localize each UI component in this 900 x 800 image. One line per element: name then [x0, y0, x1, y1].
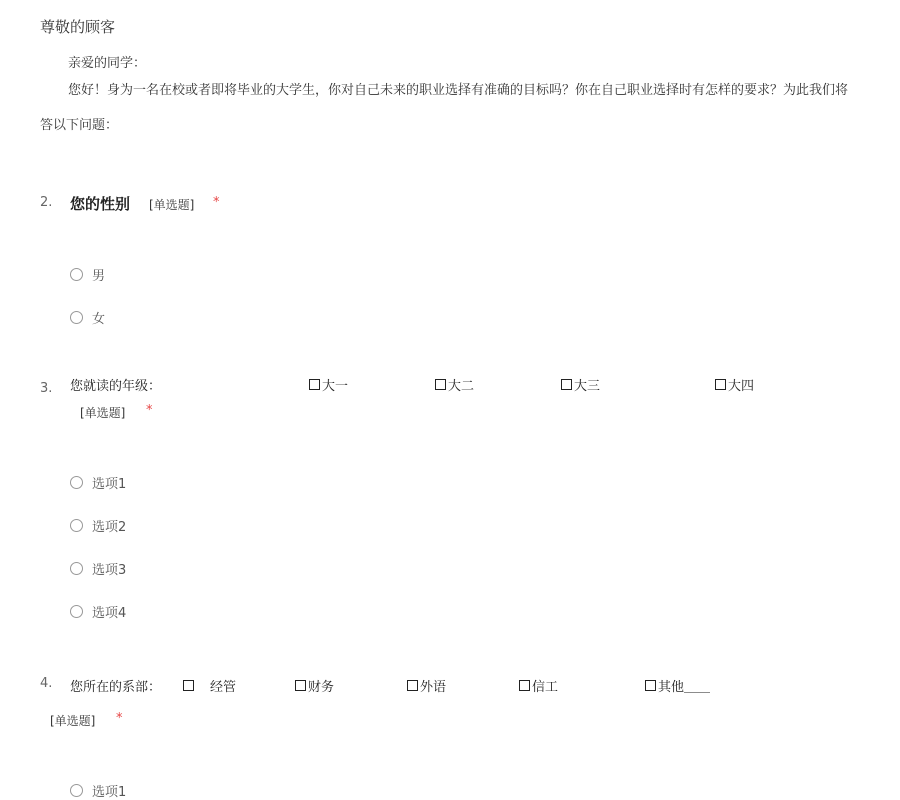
radio-button[interactable] — [70, 268, 83, 281]
inline-choice-label: 外语 — [420, 680, 447, 695]
inline-choice — [309, 375, 348, 394]
question-number: 3. — [40, 381, 53, 396]
checkbox-glyph — [715, 379, 726, 390]
question-type-label: [单选题] — [50, 714, 96, 728]
inline-choice — [645, 676, 710, 695]
question-type-label: [单选题] — [149, 198, 195, 212]
option-label: 女 — [92, 312, 106, 327]
inline-choice — [407, 676, 446, 695]
radio-option[interactable] — [70, 781, 126, 800]
inline-choice-label: 大一 — [322, 379, 349, 394]
inline-choice-label: 大三 — [574, 379, 601, 394]
checkbox-glyph — [407, 680, 418, 691]
inline-choice-label: 大二 — [448, 379, 475, 394]
required-marker: * — [146, 403, 153, 418]
inline-choice-label: 财务 — [308, 680, 335, 695]
radio-button[interactable] — [70, 605, 83, 618]
option-label: 男 — [92, 269, 106, 284]
required-marker: * — [116, 711, 123, 726]
required-marker: * — [213, 195, 220, 210]
radio-button[interactable] — [70, 311, 83, 324]
radio-button[interactable] — [70, 784, 83, 797]
question-title: 您就读的年级： — [70, 379, 162, 394]
radio-option[interactable] — [70, 473, 126, 492]
intro-salutation: 亲爱的同学： — [68, 56, 147, 71]
checkbox-glyph — [519, 680, 530, 691]
radio-option[interactable] — [70, 308, 105, 327]
inline-choice — [295, 676, 334, 695]
inline-choice-label: 大四 — [728, 379, 755, 394]
option-label: 选项1 — [92, 785, 127, 800]
page-greeting: 尊敬的顾客 — [40, 18, 116, 36]
intro-body: 您好！身为一名在校或者即将毕业的大学生，你对自己未来的职业选择有准确的目标吗？你在自己职业选择时有怎样的要求？为此我们将 — [68, 83, 849, 98]
radio-option[interactable] — [70, 559, 126, 578]
inline-choice-label: 经管 — [210, 680, 237, 695]
inline-choice — [435, 375, 474, 394]
option-label: 选项3 — [92, 563, 127, 578]
radio-button[interactable] — [70, 562, 83, 575]
checkbox-glyph — [645, 680, 656, 691]
question-number: 2. — [40, 195, 53, 210]
inline-choice — [561, 375, 600, 394]
radio-button[interactable] — [70, 476, 83, 489]
checkbox-glyph — [561, 379, 572, 390]
option-label: 选项2 — [92, 520, 127, 535]
radio-option[interactable] — [70, 602, 126, 621]
inline-choice — [519, 676, 558, 695]
checkbox-glyph — [309, 379, 320, 390]
inline-choice-label: 信工 — [532, 680, 559, 695]
radio-button[interactable] — [70, 519, 83, 532]
checkbox-glyph — [183, 680, 194, 691]
question-title: 您的性别 — [70, 195, 131, 213]
checkbox-glyph — [435, 379, 446, 390]
question-type-label: [单选题] — [80, 406, 126, 420]
radio-option[interactable] — [70, 516, 126, 535]
option-label: 选项1 — [92, 477, 127, 492]
intro-body-continued: 答以下问题： — [40, 118, 119, 133]
question-title: 您所在的系部： — [70, 680, 162, 695]
option-label: 选项4 — [92, 606, 127, 621]
radio-option[interactable] — [70, 265, 105, 284]
inline-choice — [715, 375, 754, 394]
inline-choice — [183, 676, 236, 695]
checkbox-glyph — [295, 680, 306, 691]
inline-choice-label: 其他＿＿ — [658, 680, 711, 695]
question-number: 4. — [40, 676, 53, 691]
